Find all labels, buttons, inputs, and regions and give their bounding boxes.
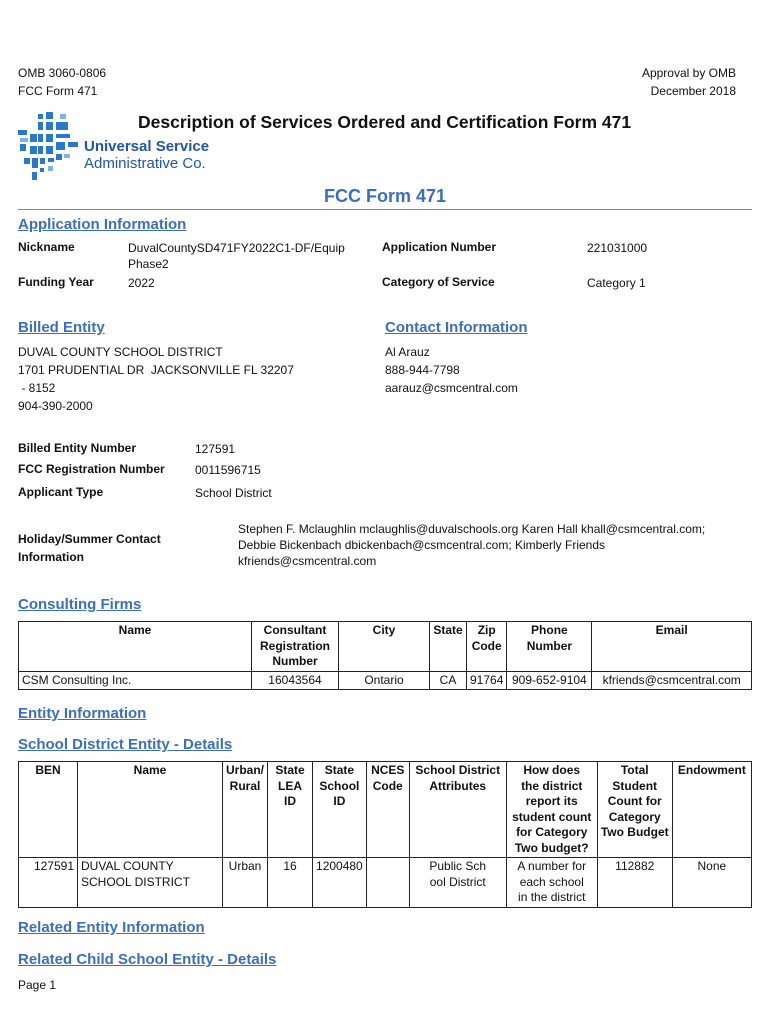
section-related-child-school-details: Related Child School Entity - Details — [18, 951, 277, 968]
col-phone — [507, 622, 592, 672]
col-total-line-1: Total — [620, 763, 649, 777]
holiday-contact-label — [18, 530, 161, 566]
application-number-label: Application Number — [382, 240, 497, 254]
col-urban-line-2: Rural — [229, 778, 261, 793]
section-school-district-details: School District Entity - Details — [18, 736, 233, 753]
contact-phone: 888-944-7798 — [385, 363, 460, 377]
form-title: FCC Form 471 — [323, 186, 447, 206]
logo-line-1: Universal Service — [84, 138, 210, 155]
cell-how-line-2: each school — [519, 874, 584, 889]
holiday-label-line-2: Information — [18, 550, 84, 564]
col-email: Email — [592, 622, 752, 672]
title-divider — [18, 209, 752, 210]
approval-date: December 2018 — [650, 84, 736, 98]
col-district-attributes — [409, 762, 506, 858]
table-row — [19, 858, 752, 908]
section-contact-information: Contact Information — [385, 319, 528, 336]
billed-entity-address-2: - 8152 — [18, 381, 56, 395]
school-district-table — [18, 761, 752, 908]
nickname-value — [128, 240, 345, 272]
col-state-school-id — [313, 762, 367, 858]
contact-name: Al Arauz — [385, 345, 430, 359]
col-lea-line-1: State — [275, 763, 305, 777]
col-name: Name — [19, 622, 252, 672]
billed-entity-number-label: Billed Entity Number — [18, 441, 137, 455]
contact-email: aarauz@csmcentral.com — [385, 381, 518, 395]
col-zip — [467, 622, 507, 672]
section-entity-information: Entity Information — [18, 705, 147, 722]
col-state: State — [430, 622, 467, 672]
table-header-row — [19, 622, 752, 672]
section-application-information: Application Information — [18, 216, 187, 233]
cell-state-lea-id: 16 — [268, 858, 313, 908]
col-nces-line-1: NCES — [371, 763, 405, 777]
cell-phone: 909-652-9104 — [507, 671, 592, 690]
col-phone-line-2: Number — [526, 638, 573, 653]
holiday-contact-line-2: Debbie Bickenbach dbickenbach@csmcentral.com; Kimberly Friends — [238, 538, 606, 552]
col-how-line-1: How does — [523, 763, 581, 777]
section-related-entity-information: Related Entity Information — [18, 919, 205, 936]
cell-endowment: None — [672, 858, 751, 908]
col-state-lea-id — [268, 762, 313, 858]
cell-name-line-2: SCHOOL DISTRICT — [81, 874, 190, 889]
header-left — [18, 64, 106, 100]
col-crn-line-3: Number — [272, 654, 318, 668]
cell-email: kfriends@csmcentral.com — [592, 671, 752, 690]
approval-text: Approval by OMB — [641, 66, 736, 80]
col-how-line-3: report its — [525, 794, 578, 808]
document-title: Description of Services Ordered and Certification Form 471 — [138, 112, 632, 132]
fcc-registration-label: FCC Registration Number — [18, 462, 165, 476]
holiday-contact-line-3: kfriends@csmcentral.com — [238, 554, 377, 568]
funding-year-label: Funding Year — [18, 275, 94, 289]
col-ssid-line-1: State — [324, 763, 355, 777]
contact-details — [385, 343, 518, 397]
cell-attr-line-1: Public Sch — [429, 859, 487, 873]
billed-entity-number-value: 127591 — [195, 442, 236, 456]
cell-state-school-id: 1200480 — [313, 858, 367, 908]
holiday-label-line-1: Holiday/Summer Contact — [18, 532, 161, 546]
col-total-student-count — [597, 762, 672, 858]
form-number: FCC Form 471 — [18, 84, 98, 98]
col-urban-rural — [223, 762, 268, 858]
cell-zip: 91764 — [467, 671, 507, 690]
nickname-line-2: Phase2 — [128, 257, 169, 271]
col-endowment: Endowment — [672, 762, 751, 858]
fcc-registration-value: 0011596715 — [195, 463, 261, 477]
billed-entity-address-1: 1701 PRUDENTIAL DR JACKSONVILLE FL 32207 — [18, 363, 294, 377]
cell-student-count-method — [506, 858, 597, 908]
cell-name: CSM Consulting Inc. — [19, 671, 252, 690]
usac-logo-icon — [16, 112, 82, 184]
billed-entity-address — [18, 343, 294, 415]
col-total-line-2: Student — [612, 778, 658, 793]
usac-logo-text — [84, 138, 209, 172]
omb-number: OMB 3060-0806 — [18, 66, 107, 80]
col-name: Name — [78, 762, 223, 858]
section-consulting-firms: Consulting Firms — [18, 596, 142, 613]
col-how-line-4: student count — [512, 809, 592, 824]
col-total-line-3: Count for — [607, 794, 662, 808]
applicant-type-label: Applicant Type — [18, 485, 104, 499]
holiday-contact-line-1: Stephen F. Mclaughlin mclaughlis@duvalschools.org Karen Hall khall@csmcentral.com; — [238, 522, 706, 536]
cell-total-student-count: 112882 — [597, 858, 672, 908]
col-ssid-line-2: School — [319, 778, 360, 793]
table-row — [19, 671, 752, 690]
col-crn-line-1: Consultant — [263, 623, 327, 637]
holiday-contact-value — [238, 521, 705, 569]
nickname-line-1: DuvalCountySD471FY2022C1-DF/Equip — [128, 241, 345, 255]
page-number: Page 1 — [18, 978, 57, 992]
billed-entity-phone: 904-390-2000 — [18, 399, 93, 413]
col-crn-line-2: Registration — [259, 638, 330, 653]
cell-ben: 127591 — [19, 858, 78, 908]
col-urban-line-1: Urban/ — [226, 763, 265, 777]
col-how-line-5: for Category — [516, 825, 588, 839]
billed-entity-name: DUVAL COUNTY SCHOOL DISTRICT — [18, 345, 223, 359]
col-city: City — [339, 622, 430, 672]
col-total-line-4: Category — [608, 809, 661, 824]
category-of-service-value: Category 1 — [587, 276, 646, 290]
col-attr-line-2: Attributes — [429, 778, 487, 793]
cell-how-line-1: A number for — [517, 859, 587, 873]
consulting-firms-table — [18, 621, 752, 690]
cell-crn: 16043564 — [252, 671, 339, 690]
cell-nces-code — [366, 858, 409, 908]
cell-urban-rural: Urban — [223, 858, 268, 908]
funding-year-value: 2022 — [128, 276, 155, 290]
category-of-service-label: Category of Service — [382, 275, 495, 289]
cell-city: Ontario — [339, 671, 430, 690]
col-ssid-line-3: ID — [333, 794, 346, 808]
cell-name-line-1: DUVAL COUNTY — [81, 859, 174, 873]
col-how-line-2: the district — [521, 778, 583, 793]
col-student-count-method — [506, 762, 597, 858]
application-number-value: 221031000 — [587, 241, 648, 255]
applicant-type-value: School District — [195, 486, 272, 500]
cell-state: CA — [430, 671, 467, 690]
col-zip-line-2: Code — [471, 638, 502, 653]
col-nces-code — [366, 762, 409, 858]
col-nces-line-2: Code — [372, 778, 403, 793]
logo-line-2: Administrative Co. — [84, 155, 206, 172]
header-right — [642, 64, 736, 100]
col-zip-line-1: Zip — [477, 623, 496, 637]
section-billed-entity: Billed Entity — [18, 319, 105, 336]
cell-how-line-3: in the district — [518, 890, 586, 904]
col-ben: BEN — [19, 762, 78, 858]
col-attr-line-1: School District — [415, 763, 501, 777]
table-header-row — [19, 762, 752, 858]
col-consultant-registration — [252, 622, 339, 672]
col-how-line-6: Two budget? — [514, 840, 589, 855]
cell-name — [78, 858, 223, 908]
col-total-line-5: Two Budget — [600, 825, 669, 839]
cell-district-attributes — [409, 858, 506, 908]
col-lea-line-2: LEA ID — [278, 778, 303, 808]
nickname-label: Nickname — [18, 240, 75, 254]
col-phone-line-1: Phone — [531, 623, 568, 637]
cell-attr-line-2: ool District — [429, 874, 486, 889]
